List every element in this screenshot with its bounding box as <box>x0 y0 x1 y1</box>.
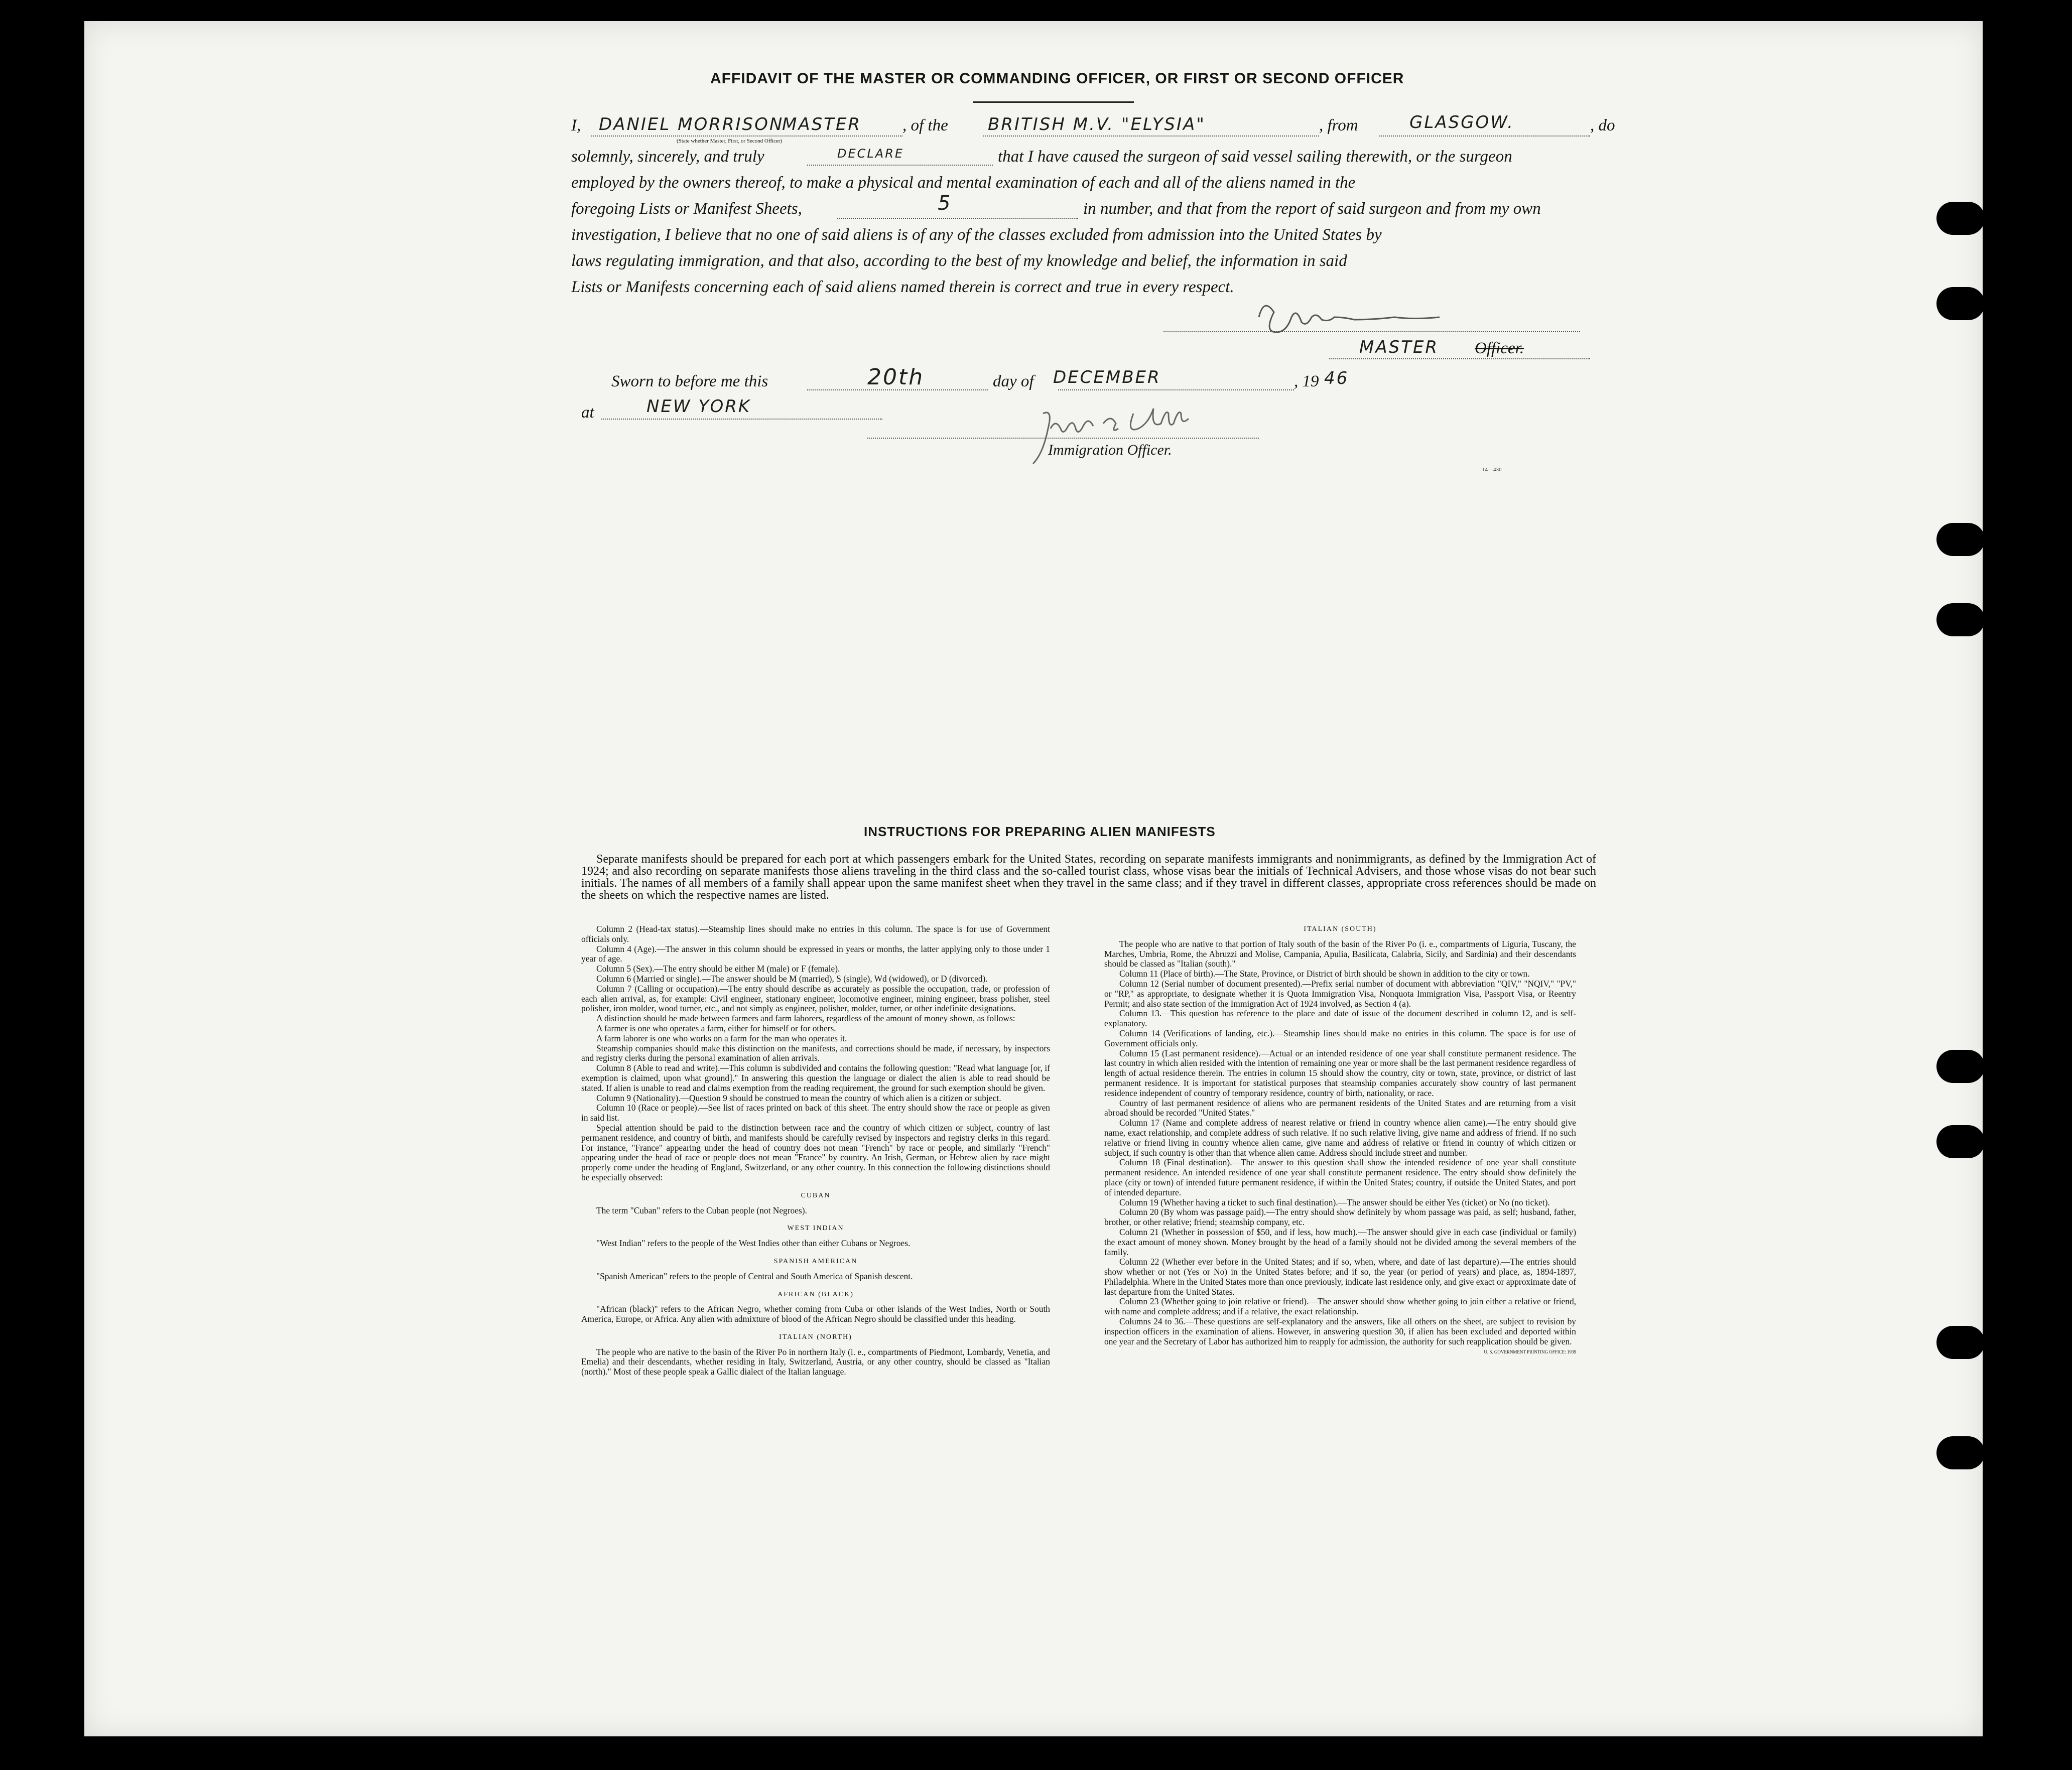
port-from: GLASGOW. <box>1409 112 1514 132</box>
sheet-count: 5 <box>938 192 952 215</box>
instructions-title: INSTRUCTIONS FOR PREPARING ALIEN MANIFESTS <box>864 824 1216 839</box>
punch-hole <box>1936 1326 1985 1359</box>
day-of-label: day of <box>993 372 1034 390</box>
italian-south-heading: ITALIAN (SOUTH) <box>1304 925 1377 933</box>
vessel-name: BRITISH M.V. "ELYSIA" <box>988 114 1206 134</box>
spanish-american-heading: SPANISH AMERICAN <box>773 1257 858 1265</box>
rank-note: (State whether Master, First, or Second Officer) <box>677 138 783 144</box>
instructions-right-column: ITALIAN (SOUTH) The people who are native to that portion of Italy south of the basin of the River Po (i. e., compartments of Liguria, Tuscany, the Marches, Umbria, Rome, the Abruzzi and Molise, Campania, Apulia, Basilicata, Calabria, Sicily, and Sardinia) and their descendants should be classed as "Italian (south)." Column 11 (Place of birth).—The State, Province, or District of birth should be shown in addition to the city or town. Column 12 (Serial number of document presented).—Prefix serial number of document with abbreviation "QIV," "NQIV," "PV," or "RP," as appropriate, to designate whether it is Quota Immigration Visa, Nonquota Immigration Visa, Passport Visa, or Reentry Permit; and also state section of the Immigration Act of 1924 involved, as Section 4 (a). Column 13.—This question has reference to the place and date of issue of the document described in column 12, and is self-explanatory. Column 14 (Verifications of landing, etc.).—Steamship lines should make no entries in this column. The space is for use of Government officials only. Column 15 (Last permanent residence).—Actual or an intended residence of one year shall constitute permanent residence. The last country in which alien resided with the intention of remaining one year or more shall be the last permanent residence regardless of length of actual residence therein. The entries in column 15 should show the country, city or town, state, province, or district of last permanent residence. It is important for statistical purposes that steamship companies accurately show country of last permanent residence independent of country of temporary residence, country of birth, nationality, or race. Country of last permanent residence of aliens who are permanent residents of the United States and are returning from a visit abroad should be recorded "United States." Column 17 (Name and complete address of nearest relative or friend in country whence alien came).—The entry should give name, exact relationship, and complete address of such relative. If no such relative living, give name and address of friend. If no such relative or friend living in country whence alien came, give name and address of relative or friend in country of which citizen or subject, if such country is other than that whence alien came. Address should include street and number. Column 18 (Final destination).—The answer to this question shall show the intended residence of one year shall constitute permanent residence. An intended residence of one year shall constitute permanent residence. The entry should show definitely the place (city or town) of intended future permanent residence, if within the United States; country, if outside the United States, and port of intended departure. Column 19 (Whether having a ticket to such final destination).—The answer should be either Yes (ticket) or No (no ticket). Column 20 (By whom was passage paid).—The entry should show definitely by whom passage was paid, as self; husband, father, brother, or other relative; friend; steamship company, etc. Column 21 (Whether in possession of $50, and if less, how much).—The answer should give in each case (individual or family) the exact amount of money shown. Money brought by the head of a family should not be divided among the several members of the family. Column 22 (Whether ever before in the United States; and if so, when, where, and date of last departure).—The entries should show whether or not (Yes or No) in the United States before; and if so, the year (or period of years) and place, as, 1894-1897, Philadelphia. Where in the United States more than once previously, indicate last residence only, and give exact or approximate date of last departure from the United States. Column 23 (Whether going to join relative or friend).—The answer should show whether going to join either a relative or friend, with name and complete address; and if a relative, the exact relationship. Columns 24 to 36.—These questions are self-explanatory and the answers, like all others on the sheet, are subject to revision by inspection officers in the examination of aliens. However, in answering question 30, if alien has been excluded and deported within one year and the Secretary of Labor has authorized him to reapply for admission, the authority for such reapplication should be given. U. S. GOVERNMENT PRINTING OFFICE: 1939 <box>1104 924 1576 1357</box>
instructions-left-column: Column 2 (Head-tax status).—Steamship lines should make no entries in this column. The space is for use of Government officials only. Column 4 (Age).—The answer in this column should be expressed in years or months, the latter applying only to those under 1 year of age. Column 5 (Sex).—The entry should be either M (male) or F (female). Column 6 (Married or single).—The answer should be M (married), S (single), Wd (widowed), or D (divorced). Column 7 (Calling or occupation).—The entry should describe as accurately as possible the occupation, trade, or profession of each alien arrival, as, for example: Civil engineer, stationary engineer, locomotive engineer, mining engineer, brass polisher, steel polisher, iron molder, wood turner, etc., and not simply as engineer, polisher, molder, turner, or other indefinite designations. A distinction should be made between farmers and farm laborers, regardless of the amount of money shown, as follows: A farmer is one who operates a farm, either for himself or for others. A farm laborer is one who works on a farm for the man who operates it. Steamship companies should make this distinction on the manifests, and corrections should be made, if necessary, by inspectors and registry clerks during the personal examination of alien arrivals. Column 8 (Able to read and write).—This column is subdivided and contains the following question: "Read what language [or, if exemption is claimed, upon what ground]." In answering this question the language or dialect the alien is able to read should be stated. If alien is unable to read and claims exemption from the reading requirement, the ground for such exemption should be given. Column 9 (Nationality).—Question 9 should be construed to mean the country of which alien is a citizen or subject. Column 10 (Race or people).—See list of races printed on back of this sheet. The entry should show the race or people as given in said list. Special attention should be paid to the distinction between race and the country of which citizen or subject, country of last permanent residence, and country of birth, and manifests should be carefully revised by inspectors and registry clerks in this regard. For instance, "France" appearing under the head of country does not mean "French" by race or people, and similarly "French" appearing under the head of race or people does not mean "France" by country. An Irish, German, or Hebrew alien by race might properly come under the heading of England, Switzerland, or any other country. In this connection the following distinctions should be especially observed: CUBAN The term "Cuban" refers to the Cuban people (not Negroes). WEST INDIAN "West Indian" refers to the people of the West Indies other than either Cubans or Negroes. SPANISH AMERICAN "Spanish American" refers to the people of Central and South America of Spanish descent. AFRICAN (BLACK) "African (black)" refers to the African Negro, whether coming from Cuba or other islands of the West Indies, North or South America, Europe, or Africa. Any alien with admixture of blood of the African Negro should be classified under this heading. ITALIAN (NORTH) The people who are native to the basin of the River Po in northern Italy (i. e., compartments of Piedmont, Lombardy, Venetia, and Emelia) and their descendants, whether residing in Italy, Switzerland, Austria, or any other country, should be classed as "Italian (north)." Most of these people speak a Gallic dialect of the Italian language. <box>581 924 1050 1377</box>
affidavit-line-7: Lists or Manifests concerning each of said aliens named therein is correct and true in every respect. <box>571 278 1234 296</box>
affidavit-line-5: investigation, I believe that no one of said aliens is of any of the classes excluded from admission into the United States by <box>571 226 1382 244</box>
punch-hole <box>1936 603 1985 636</box>
officer-role: Immigration Officer. <box>1048 442 1172 458</box>
prefix-i: I, <box>571 116 581 134</box>
sworn-place: NEW YORK <box>646 396 751 417</box>
affidavit-line-3: employed by the owners thereof, to make a physical and mental examination of each and all of the aliens named in the <box>571 174 1356 192</box>
at-label: at <box>581 403 594 422</box>
african-heading: AFRICAN (BLACK) <box>778 1290 854 1298</box>
of-the-label: , of the <box>902 116 948 134</box>
master-name: DANIEL MORRISON <box>599 114 784 134</box>
affidavit-line-4b: in number, and that from the report of said surgeon and from my own <box>1083 200 1541 218</box>
punch-hole <box>1936 523 1985 556</box>
year-suffix: 46 <box>1324 368 1349 388</box>
affidavit-line-6: laws regulating immigration, and that also, according to the best of my knowledge and belief, the information in said <box>571 252 1347 270</box>
officer-struck: Officer. <box>1475 339 1524 357</box>
sworn-day: 20th <box>867 364 925 390</box>
sworn-month: DECEMBER <box>1053 367 1161 387</box>
form-number: 14—430 <box>1482 467 1502 473</box>
punch-hole <box>1936 1125 1985 1158</box>
affidavit-line-4a: foregoing Lists or Manifest Sheets, <box>571 200 802 218</box>
punch-hole <box>1936 287 1985 320</box>
affidavit-line-2b: that I have caused the surgeon of said vessel sailing therewith, or the surgeon <box>998 148 1512 166</box>
officer-signature <box>1028 403 1239 474</box>
affidavit-title: AFFIDAVIT OF THE MASTER OR COMMANDING OFFICER, OR FIRST OR SECOND OFFICER <box>710 70 1404 87</box>
punch-hole <box>1936 1436 1985 1469</box>
signer-title: MASTER <box>1359 337 1439 357</box>
do-label: , do <box>1590 116 1615 134</box>
from-label: , from <box>1319 116 1358 134</box>
instructions-intro: Separate manifests should be prepared for each port at which passengers embark for the United States, recording on separate manifests immigrants and nonimmigrants, as defined by the Immigration Act of 1924; and also recording on separate manifests those aliens traveling in the third class and the so-called tourist class, whose visas bear the initials of Technical Advisers, and those whose visas do not bear such initials. The names of all members of a family shall appear upon the same manifest sheet when they travel in the same class; and if they travel in different classes, appropriate cross references should be made on the sheets on which the respective names are listed. <box>581 853 1596 902</box>
affidavit-line-2a: solemnly, sincerely, and truly <box>571 148 764 166</box>
year-prefix: , 19 <box>1294 372 1319 390</box>
cuban-heading: CUBAN <box>801 1191 831 1199</box>
document-sheet <box>84 21 1983 1736</box>
title-rule <box>973 101 1134 103</box>
master-rank: MASTER <box>782 114 862 134</box>
declare-word: DECLARE <box>837 147 904 161</box>
italian-north-heading: ITALIAN (NORTH) <box>779 1333 852 1341</box>
punch-hole <box>1936 1050 1985 1083</box>
west-indian-heading: WEST INDIAN <box>787 1224 844 1233</box>
sworn-label: Sworn to before me this <box>611 372 768 390</box>
printer-mark: U. S. GOVERNMENT PRINTING OFFICE: 1939 <box>1484 1349 1576 1355</box>
punch-hole <box>1936 202 1985 235</box>
